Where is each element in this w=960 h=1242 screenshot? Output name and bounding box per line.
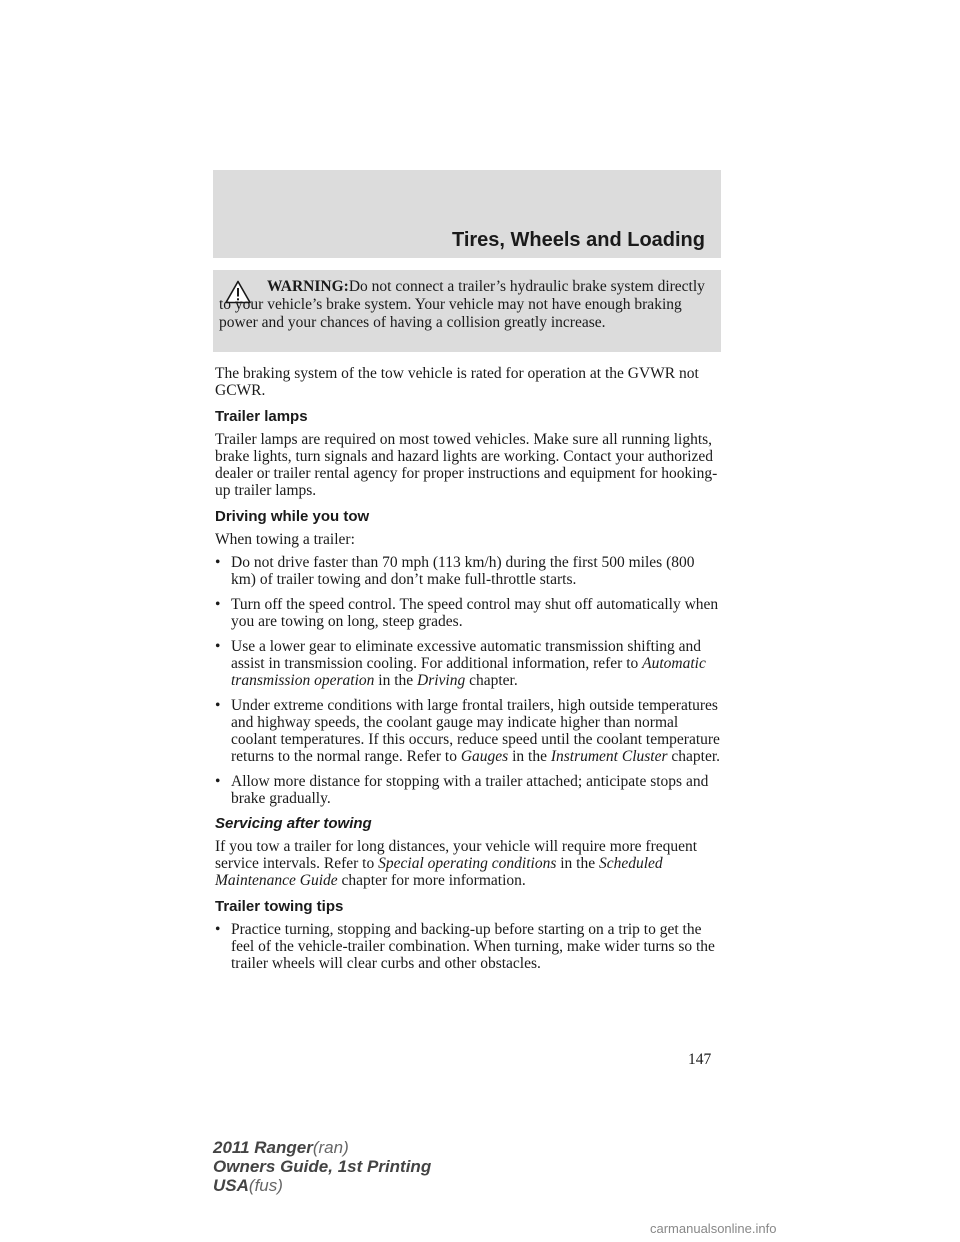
warning-box xyxy=(213,270,721,352)
tips-bullet-list xyxy=(215,921,721,972)
page-number: 147 xyxy=(688,1051,712,1068)
cross-reference: Driving xyxy=(417,672,466,689)
heading-trailer-lamps: Trailer lamps xyxy=(215,408,308,425)
trailer-lamps-paragraph: Trailer lamps are required on most towed vehicles. Make sure all running lights, brake lights, turn signals and hazard lights are working. Contact your authorized dealer or trailer rental agency for proper instructions and equipment for hooking-up trailer lamps. xyxy=(215,431,718,499)
heading-servicing-after-towing: Servicing after towing xyxy=(215,815,372,832)
warning-text xyxy=(219,278,711,332)
cross-reference: Scheduled Maintenance Guide xyxy=(215,855,663,889)
list-item: • Under extreme conditions with large frontal trailers, high outside temperatures and highway speeds, the coolant gauge may indicate higher than normal coolant temperatures. If this occurs, reduce speed until the coolant temperature returns to the normal range. Refer to Gauges in the Instrument Cluster chapter. xyxy=(215,697,721,765)
intro-paragraph: The braking system of the tow vehicle is rated for operation at the GVWR not GCWR. xyxy=(215,365,699,399)
heading-trailer-towing-tips: Trailer towing tips xyxy=(215,898,344,915)
cross-reference: Special operating conditions xyxy=(378,855,557,872)
list-item: • Use a lower gear to eliminate excessive automatic transmission shifting and assist in transmission cooling. For additional information, refer to Automatic transmission operation in the Driving chapter. xyxy=(215,638,706,689)
bullet-mark: • xyxy=(215,596,221,613)
section-header-band xyxy=(213,170,721,258)
footer-line-model: 2011 Ranger(ran) xyxy=(213,1138,349,1157)
section-title: Tires, Wheels and Loading xyxy=(451,229,705,251)
bullet-mark: • xyxy=(215,921,221,938)
driving-bullet-list xyxy=(215,554,721,807)
list-item: • Turn off the speed control. The speed control may shut off automatically when you are towing on long, steep grades. xyxy=(215,596,719,630)
page-content xyxy=(215,365,721,980)
cross-reference: Instrument Cluster xyxy=(550,748,668,765)
footer-line-guide: Owners Guide, 1st Printing xyxy=(213,1157,432,1176)
print-footer xyxy=(213,1138,431,1195)
list-item: • Do not drive faster than 70 mph (113 km/h) during the first 500 miles (800 km) of trailer towing and don’t make full-throttle starts. xyxy=(215,554,695,588)
bullet-mark: • xyxy=(215,638,221,655)
cross-reference: Automatic transmission operation xyxy=(231,655,706,689)
cross-reference: Gauges xyxy=(460,748,509,765)
list-item: • Allow more distance for stopping with a trailer attached; anticipate stops and brake gradually. xyxy=(215,773,709,807)
servicing-paragraph: If you tow a trailer for long distances, your vehicle will require more frequent service intervals. Refer to Special operating conditions in the Scheduled Maintenance Guide chapter for more information. xyxy=(215,838,698,889)
bullet-mark: • xyxy=(215,697,221,714)
heading-driving-while-you-tow: Driving while you tow xyxy=(215,508,370,525)
footer-line-market: USA(fus) xyxy=(213,1176,283,1195)
watermark: carmanualsonline.info xyxy=(650,1221,777,1236)
warning-body: Do not connect a trailer’s hydraulic brake system directly to your vehicle’s brake system. Your vehicle may not have enough braking power and your chances of having a collision greatly increase. xyxy=(219,278,705,331)
list-item: • Practice turning, stopping and backing-up before starting on a trip to get the feel of the vehicle-trailer combination. When turning, make wider turns so the trailer wheels will clear curbs and other obstacles. xyxy=(215,921,715,972)
warning-label: WARNING: xyxy=(267,278,349,295)
bullet-mark: • xyxy=(215,554,221,571)
driving-intro: When towing a trailer: xyxy=(215,531,355,548)
bullet-mark: • xyxy=(215,773,221,790)
